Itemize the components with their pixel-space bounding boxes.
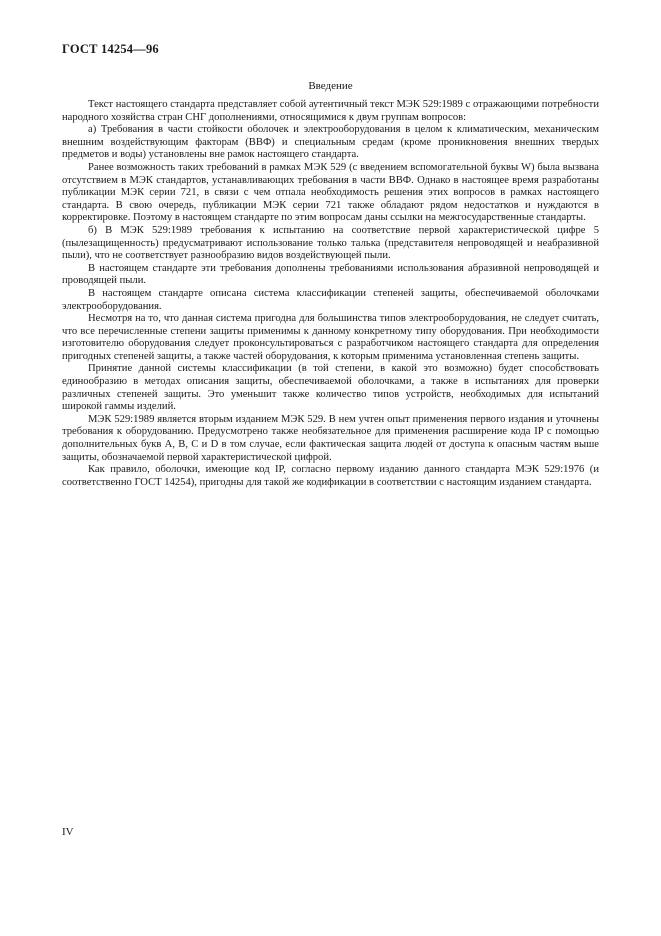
body-text xyxy=(62,99,599,489)
paragraph: В настоящем стандарте описана система классификации степеней защиты, обеспечиваемой оболочками электрооборудования. xyxy=(62,287,599,312)
paragraph: б) В МЭК 529:1989 требования к испытанию на соответствие первой характеристической цифре 5 (пылезащищенность) предусматривают использование только талька (представителя непроводящей и неабразивной пыли), что не соответствует разнообразию видов воздействующей пыли. xyxy=(62,224,599,262)
document-header: ГОСТ 14254—96 xyxy=(62,42,159,56)
paragraph: Несмотря на то, что данная система пригодна для большинства типов электрооборудования, не следует считать, что все перечисленные степени защиты применимы к данному конкретному типу оборудования. При необходимости изготовителю оборудования следует проконсультироваться с разработчиком настоящего стандарта для определения пригодных степеней защиты, а также частей оборудования, к которым применима установленная степень защиты. xyxy=(62,313,599,362)
paragraph: Ранее возможность таких требований в рамках МЭК 529 (с введением вспомогательной буквы W) была вызвана отсутствием в МЭК стандартов, устанавливающих требования в части ВВФ. Однако в настоящее время разработаны публикации МЭК серии 721, в связи с чем отпала необходимость решения этих вопросов в рамках настоящего стандарта. В свою очередь, публикации МЭК серии 721 также обладают рядом недостатков и нуждаются в корректировке. Поэтому в настоящем стандарте по этим вопросам даны ссылки на межгосударственные стандарты. xyxy=(62,161,599,224)
paragraph: Как правило, оболочки, имеющие код IP, согласно первому изданию данного стандарта МЭК 529:1976 (и соответственно ГОСТ 14254), пригодны для такой же кодификации в соответствии с настоящим изданием стандарта. xyxy=(62,464,599,488)
paragraph: В настоящем стандарте эти требования дополнены требованиями использования абразивной непроводящей и проводящей пыли. xyxy=(62,262,599,287)
paragraph: а) Требования в части стойкости оболочек и электрооборудования в целом к климатическим, механическим внешним воздействующим факторам (ВВФ) и специальным средам (кроме проникновения внешних твердых предметов и воды) установлены вне рамок настоящего стандарта. xyxy=(62,124,599,161)
paragraph: МЭК 529:1989 является вторым изданием МЭК 529. В нем учтен опыт применения первого издания и уточнены требования к оборудованию. Предусмотрено также необязательное для применения расширение кода IP с помощью дополнительных букв A, B, C и D в том случае, если фактическая защита людей от доступа к опасным частям выше защиты, обозначаемой первой характеристической цифрой. xyxy=(62,413,599,463)
paragraph: Принятие данной системы классификации (в той степени, в какой это возможно) будет способствовать единообразию в методах описания защиты, обеспечиваемой оболочками, а также в испытаниях для проверки различных степеней защиты. Это уменьшит также количество типов устройств, необходимых для испытаний широкой гаммы изделий. xyxy=(62,363,599,413)
paragraph: Текст настоящего стандарта представляет собой аутентичный текст МЭК 529:1989 с отражающими потребности народного хозяйства стран СНГ дополнениями, относящимися к двум группам вопросов: xyxy=(62,99,599,123)
section-title: Введение xyxy=(308,80,353,92)
page-number: IV xyxy=(62,826,74,838)
